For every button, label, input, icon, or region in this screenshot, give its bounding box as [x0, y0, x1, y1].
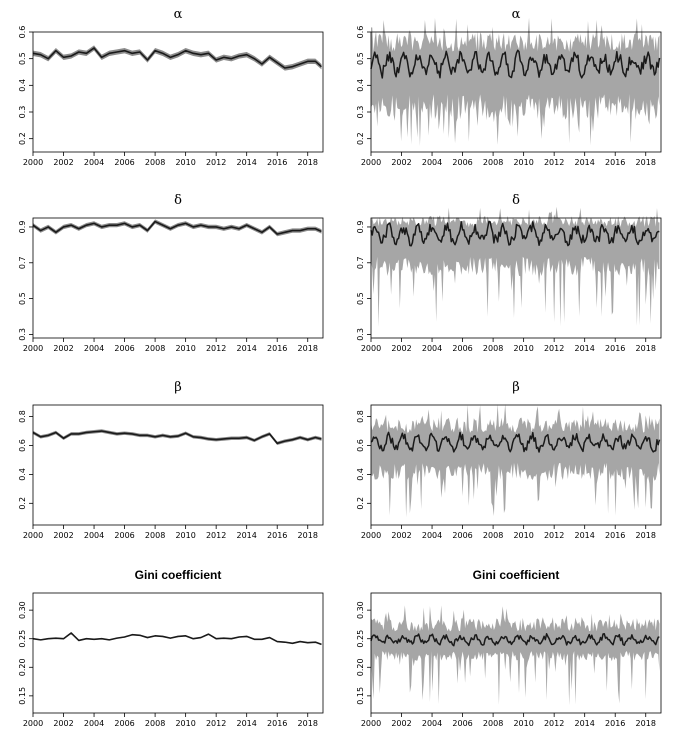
y-tick-label: 0.2 [17, 132, 27, 146]
x-tick-label: 2016 [605, 158, 626, 167]
confidence-band [33, 45, 321, 70]
y-tick-label: 0.5 [17, 52, 27, 66]
y-tick-label: 0.6 [18, 439, 28, 452]
y-tick-label: 0.7 [355, 256, 365, 270]
y-tick-label: 0.30 [18, 601, 28, 620]
plot-frame [33, 218, 323, 338]
panel-beta-interval [356, 380, 661, 540]
x-tick-label: 2016 [267, 719, 288, 728]
y-tick-label: 0.2 [355, 132, 365, 146]
x-tick-label: 2010 [175, 158, 196, 167]
y-tick-label: 0.6 [18, 25, 27, 39]
x-tick-label: 2016 [605, 531, 626, 540]
x-tick-label: 2016 [605, 344, 626, 353]
x-tick-label: 2002 [53, 531, 74, 540]
x-tick-label: 2018 [635, 158, 656, 167]
panel-title: Gini coefficient [134, 568, 222, 582]
x-tick-label: 2008 [144, 344, 166, 353]
y-tick-label: 0.8 [355, 410, 365, 423]
y-tick-label: 0.9 [355, 220, 365, 234]
panel-title: α [511, 7, 521, 22]
x-tick-label: 2012 [205, 158, 227, 167]
x-tick-label: 2014 [574, 531, 595, 540]
x-tick-label: 2018 [297, 344, 318, 353]
x-tick-label: 2002 [391, 719, 412, 728]
estimate-line [33, 633, 321, 644]
x-tick-label: 2016 [267, 531, 288, 540]
x-tick-label: 2000 [360, 531, 382, 540]
x-tick-label: 2014 [236, 719, 257, 728]
x-tick-label: 2004 [83, 531, 105, 540]
panel-title: δ [174, 193, 182, 208]
y-tick-label: 0.6 [356, 439, 366, 452]
x-tick-label: 2008 [482, 531, 504, 540]
x-tick-label: 2006 [452, 158, 473, 167]
x-tick-label: 2004 [83, 719, 105, 728]
x-tick-label: 2000 [360, 719, 382, 728]
x-tick-label: 2010 [175, 344, 196, 353]
y-tick-label: 0.15 [17, 686, 27, 705]
x-tick-label: 2008 [482, 719, 504, 728]
x-tick-label: 2018 [635, 719, 656, 728]
x-tick-label: 2014 [574, 158, 595, 167]
x-tick-label: 2018 [297, 531, 318, 540]
y-tick-label: 0.4 [355, 468, 365, 481]
x-tick-label: 2006 [452, 344, 473, 353]
panel-gini-interval [356, 568, 661, 728]
x-tick-label: 2006 [452, 531, 473, 540]
x-tick-label: 2000 [360, 344, 382, 353]
x-tick-label: 2018 [635, 531, 656, 540]
x-tick-label: 2010 [175, 719, 196, 728]
x-tick-label: 2010 [175, 531, 196, 540]
x-tick-label: 2016 [267, 344, 288, 353]
x-tick-label: 2000 [22, 344, 44, 353]
y-tick-label: 0.25 [356, 629, 366, 648]
x-tick-label: 2010 [513, 344, 534, 353]
x-tick-label: 2010 [513, 531, 534, 540]
y-tick-label: 0.3 [17, 328, 27, 341]
x-tick-label: 2016 [605, 719, 626, 728]
x-tick-label: 2002 [391, 158, 412, 167]
x-tick-label: 2012 [205, 719, 227, 728]
y-tick-label: 0.25 [18, 629, 28, 648]
panel-alpha-point [18, 7, 323, 167]
x-tick-label: 2004 [83, 344, 105, 353]
interval-band [371, 605, 659, 705]
y-tick-label: 0.4 [356, 78, 366, 92]
x-tick-label: 2014 [236, 344, 257, 353]
x-tick-label: 2016 [267, 158, 288, 167]
y-tick-label: 0.5 [355, 52, 365, 66]
x-tick-label: 2014 [574, 344, 595, 353]
x-tick-label: 2012 [543, 531, 565, 540]
x-tick-label: 2014 [574, 719, 595, 728]
y-tick-label: 0.30 [356, 601, 366, 620]
y-tick-label: 0.5 [17, 292, 27, 305]
interval-band [371, 207, 659, 327]
panel-title: Gini coefficient [472, 568, 560, 582]
y-tick-label: 0.3 [355, 328, 365, 341]
panel-title: δ [512, 193, 520, 208]
interval-band [371, 404, 659, 517]
x-tick-label: 2014 [236, 158, 257, 167]
y-tick-label: 0.2 [18, 496, 28, 510]
x-tick-label: 2000 [360, 158, 382, 167]
x-tick-label: 2006 [114, 344, 135, 353]
plot-frame [33, 593, 323, 713]
y-tick-label: 0.2 [356, 496, 366, 510]
x-tick-label: 2008 [144, 719, 166, 728]
y-tick-label: 0.20 [355, 658, 365, 677]
x-tick-label: 2006 [114, 531, 135, 540]
x-tick-label: 2018 [635, 344, 656, 353]
x-tick-label: 2012 [205, 531, 227, 540]
x-tick-label: 2012 [543, 719, 565, 728]
y-tick-label: 0.4 [17, 468, 27, 481]
x-tick-label: 2004 [421, 719, 443, 728]
x-tick-label: 2004 [421, 158, 443, 167]
x-tick-label: 2008 [144, 531, 166, 540]
y-tick-label: 0.6 [356, 25, 365, 39]
x-tick-label: 2006 [114, 719, 135, 728]
panel-beta-point [18, 380, 323, 540]
y-tick-label: 0.20 [17, 658, 27, 677]
plot-frame [33, 32, 323, 152]
panel-alpha-interval [356, 7, 661, 167]
x-tick-label: 2008 [482, 344, 504, 353]
x-tick-label: 2006 [114, 158, 135, 167]
x-tick-label: 2010 [513, 719, 534, 728]
x-tick-label: 2000 [22, 719, 44, 728]
y-tick-label: 0.5 [355, 292, 365, 305]
x-tick-label: 2004 [421, 344, 443, 353]
interval-band [371, 18, 659, 146]
panel-delta-point [18, 193, 323, 353]
x-tick-label: 2002 [53, 158, 74, 167]
panel-delta-interval [356, 193, 661, 353]
x-tick-label: 2000 [22, 158, 44, 167]
x-tick-label: 2010 [513, 158, 534, 167]
panel-title: β [512, 380, 520, 395]
panel-title: β [174, 380, 182, 395]
plot-frame [33, 405, 323, 525]
x-tick-label: 2006 [452, 719, 473, 728]
x-tick-label: 2008 [144, 158, 166, 167]
x-tick-label: 2012 [543, 158, 565, 167]
x-tick-label: 2012 [205, 344, 227, 353]
x-tick-label: 2002 [391, 531, 412, 540]
x-tick-label: 2002 [53, 719, 74, 728]
x-tick-label: 2000 [22, 531, 44, 540]
y-tick-label: 0.3 [18, 105, 27, 119]
x-tick-label: 2014 [236, 531, 257, 540]
x-tick-label: 2018 [297, 158, 318, 167]
y-tick-label: 0.8 [17, 410, 27, 423]
x-tick-label: 2004 [421, 531, 443, 540]
y-tick-label: 0.3 [356, 105, 365, 119]
panel-title: α [173, 7, 183, 22]
x-tick-label: 2012 [543, 344, 565, 353]
y-tick-label: 0.15 [355, 686, 365, 705]
y-tick-label: 0.4 [18, 78, 28, 92]
x-tick-label: 2004 [83, 158, 105, 167]
x-tick-label: 2008 [482, 158, 504, 167]
panel-gini-point [18, 568, 323, 728]
y-tick-label: 0.7 [17, 256, 27, 270]
x-tick-label: 2018 [297, 719, 318, 728]
x-tick-label: 2002 [391, 344, 412, 353]
x-tick-label: 2002 [53, 344, 74, 353]
y-tick-label: 0.9 [17, 220, 27, 234]
